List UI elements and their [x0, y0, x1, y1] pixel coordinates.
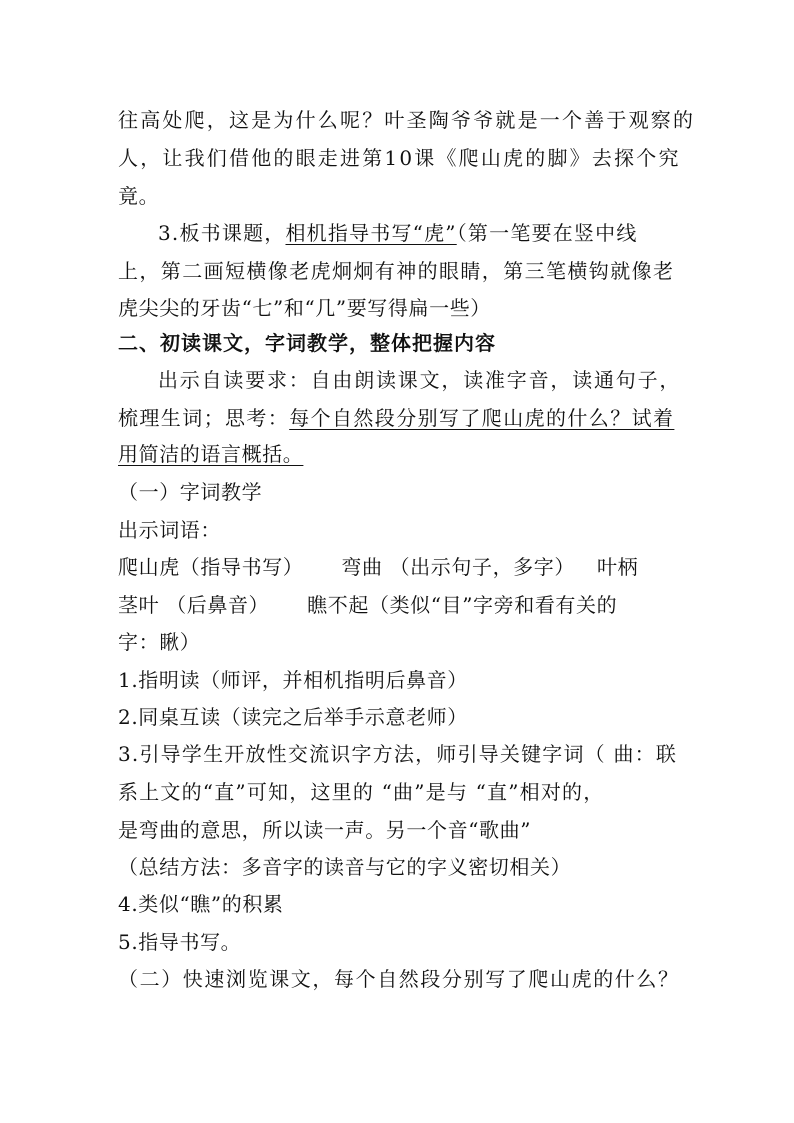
list-item: 2.同桌互读（读完之后举手示意老师） — [118, 705, 468, 729]
word-list-line — [118, 549, 688, 585]
word-entry: 瞧不起（类似“目”字旁和看有关的 — [307, 593, 618, 617]
text-segment: 梳理生词；思考： — [118, 406, 290, 430]
list-item: 5.指导书写。 — [118, 930, 242, 954]
text-segment: （第一笔要在竖中线 — [456, 221, 638, 245]
paragraph-line: 字：瞅） — [118, 630, 201, 654]
paragraph-line: 是弯曲的意思，所以读一声。另一个音“歌曲” — [118, 818, 532, 842]
paragraph-line: 上，第二画短横像老虎炯炯有神的眼睛，第三笔横钩就像老 — [118, 259, 675, 283]
subsection-heading: （二）快速浏览课文，每个自然段分别写了爬山虎的什么？ — [118, 967, 680, 991]
paragraph-line: 往高处爬，这是为什么呢？叶圣陶爷爷就是一个善于观察的 — [118, 108, 696, 132]
word-entry: 爬山虎（指导书写） — [118, 555, 304, 579]
paragraph-line: （总结方法：多音字的读音与它的字义密切相关） — [118, 855, 572, 879]
word-list-line — [118, 587, 688, 623]
list-item: 1.指明读（师评，并相机指明后鼻音） — [118, 668, 468, 692]
section-heading: 二、初读课文，字词教学，整体把握内容 — [118, 331, 496, 355]
underlined-text: 用简洁的语言概括。 — [118, 442, 304, 466]
paragraph-line: 虎尖尖的牙齿“七”和“几”要写得扁一些） — [118, 296, 491, 320]
paragraph-line: 人，让我们借他的眼走进第10课《爬山虎的脚》去探个究 — [118, 146, 681, 170]
paragraph-line: 系上文的“直”可知，这里的 “曲”是与 “直”相对的， — [118, 780, 605, 804]
paragraph-line: 出示自读要求：自由朗读课文，读准字音，读通句子， — [158, 368, 682, 392]
word-entry: 茎叶 （后鼻音） — [118, 593, 270, 617]
paragraph-line — [118, 436, 688, 472]
underlined-text: 相机指导书写“虎” — [285, 221, 457, 245]
paragraph-line: 竟。 — [118, 184, 160, 208]
paragraph-line — [118, 400, 688, 436]
word-entry: 弯曲 （出示句子，多字） — [341, 555, 575, 579]
paragraph-line: 出示词语： — [118, 518, 221, 542]
list-item: 3.引导学生开放性交流识字方法，师引导关键字词（ 曲：联 — [118, 742, 678, 766]
list-item: 4.类似“瞧”的积累 — [118, 892, 284, 916]
paragraph-line — [158, 215, 728, 251]
subsection-heading: （一）字词教学 — [118, 480, 263, 504]
underlined-text: 每个自然段分别写了爬山虎的什么？试着 — [289, 406, 675, 430]
text-segment: 3.板书课题， — [158, 221, 286, 245]
word-entry: 叶柄 — [596, 555, 639, 579]
